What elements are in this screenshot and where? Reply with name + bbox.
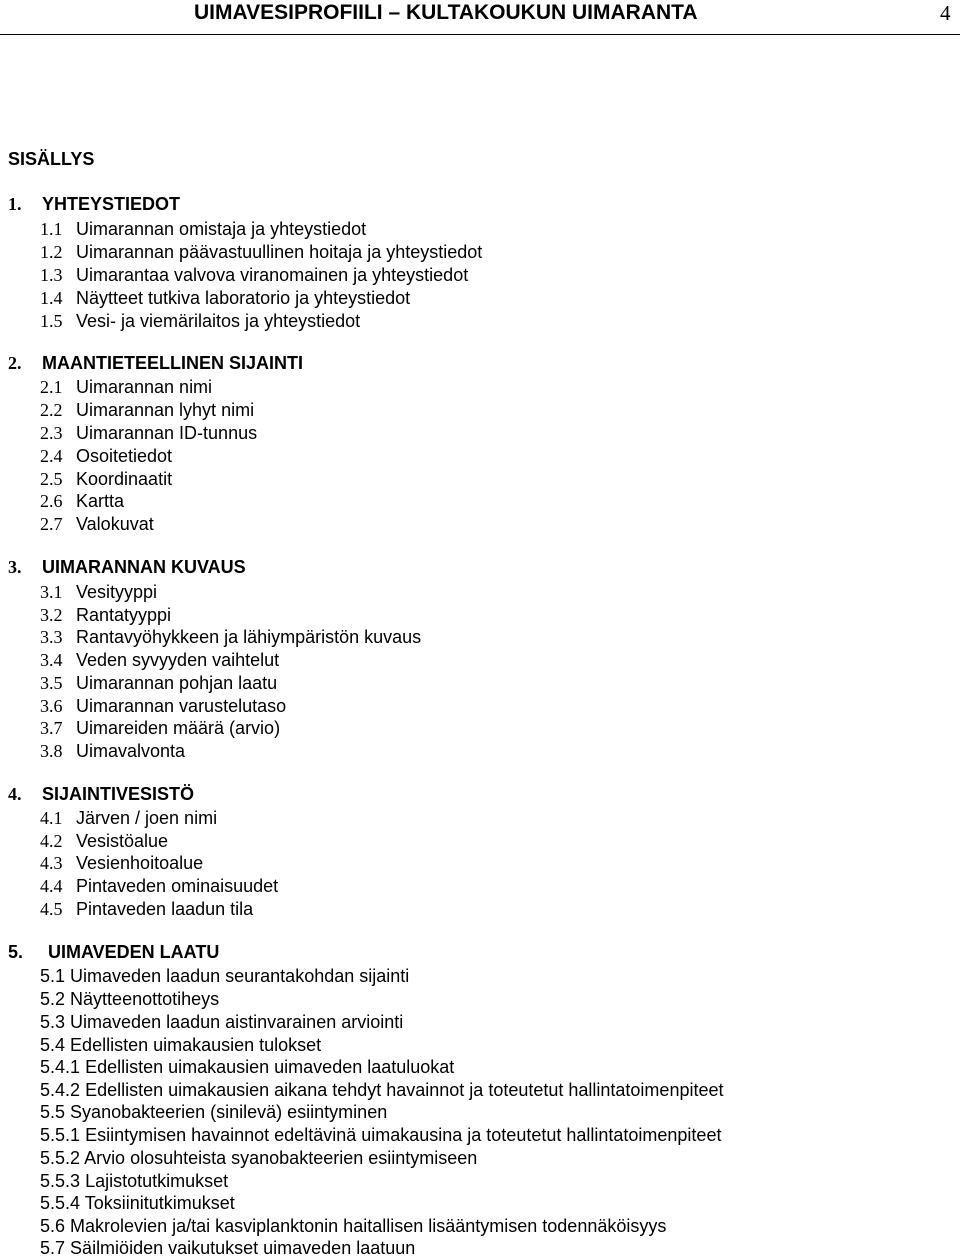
entry-number: 3.4 (40, 650, 63, 670)
entry-text: Uimarannan ID-tunnus (76, 423, 258, 443)
entry-number: 3.7 (40, 718, 63, 738)
entry-text: Uimareiden määrä (arvio) (76, 718, 281, 738)
entry-number: 3.5 (40, 673, 63, 693)
entry-number: 5.3 (40, 1012, 66, 1032)
toc-entry[interactable] (40, 581, 157, 603)
section-title: UIMAVEDEN LAATU (48, 942, 220, 962)
entry-number: 3.3 (40, 627, 63, 647)
toc-entry[interactable] (40, 875, 278, 897)
entry-text: Rantavyöhykkeen ja lähiympäristön kuvaus (76, 627, 422, 647)
entry-text: Rantatyyppi (76, 605, 172, 625)
entry-text: Näytteenottotiheys (70, 989, 220, 1009)
toc-entry[interactable] (40, 740, 185, 762)
entry-number: 1.2 (40, 242, 63, 262)
entry-text: Edellisten uimakausien tulokset (70, 1035, 322, 1055)
entry-text: Koordinaatit (76, 469, 173, 489)
entry-number: 3.8 (40, 741, 63, 761)
entry-text: Veden syvyyden vaihtelut (76, 650, 280, 670)
entry-text: Uimarantaa valvova viranomainen ja yhteystiedot (76, 265, 469, 285)
entry-text: Edellisten uimakausien uimaveden laatuluokat (85, 1057, 455, 1077)
entry-text: Syanobakteerien (sinilevä) esiintyminen (70, 1102, 388, 1122)
entry-number: 4.3 (40, 853, 63, 873)
entry-text: Makrolevien ja/tai kasviplanktonin haitallisen lisääntymisen todennäköisyys (70, 1216, 667, 1236)
entry-text: Uimaveden laadun aistinvarainen arviointi (70, 1012, 404, 1032)
section-number: 2. (8, 353, 22, 373)
toc-entry[interactable] (40, 1147, 477, 1169)
toc-section-heading[interactable] (8, 556, 246, 578)
entry-number: 3.6 (40, 696, 63, 716)
entry-text: Vesi- ja viemärilaitos ja yhteystiedot (76, 311, 361, 331)
toc-heading: SISÄLLYS (8, 149, 95, 169)
section-title: YHTEYSTIEDOT (42, 194, 181, 214)
toc-entry[interactable] (40, 1170, 228, 1192)
header-divider (0, 34, 960, 35)
toc-entry[interactable] (40, 1124, 721, 1146)
entry-number: 2.6 (40, 491, 63, 511)
toc-entry[interactable] (40, 399, 254, 421)
entry-text: Pintaveden ominaisuudet (76, 876, 279, 896)
toc-entry[interactable] (40, 310, 360, 332)
toc-entry[interactable] (40, 1079, 723, 1101)
entry-text: Vesienhoitoalue (76, 853, 204, 873)
entry-text: Uimarannan pohjan laatu (76, 673, 278, 693)
entry-number: 5.4.2 (40, 1080, 81, 1100)
entry-number: 5.5.1 (40, 1125, 81, 1145)
toc-entry[interactable] (40, 376, 212, 398)
toc-section-heading[interactable] (8, 352, 303, 374)
toc-entry[interactable] (40, 1101, 387, 1123)
section-number: 4. (8, 784, 22, 804)
toc-entry[interactable] (40, 672, 277, 694)
page-header (0, 0, 960, 36)
entry-number: 1.5 (40, 311, 63, 331)
toc-entry[interactable] (40, 1034, 321, 1056)
entry-text: Vesityyppi (76, 582, 158, 602)
toc-entry[interactable] (40, 695, 286, 717)
entry-number: 1.3 (40, 265, 63, 285)
entry-number: 4.2 (40, 831, 63, 851)
entry-text: Vesistöalue (76, 831, 169, 851)
toc-entry[interactable] (40, 287, 410, 309)
toc-entry[interactable] (40, 649, 279, 671)
toc-entry[interactable] (40, 988, 219, 1010)
toc-section-heading[interactable] (8, 193, 180, 215)
entry-text: Uimarannan päävastuullinen hoitaja ja yhteystiedot (76, 242, 483, 262)
toc-entry[interactable] (40, 513, 154, 535)
entry-number: 2.5 (40, 469, 63, 489)
toc-entry[interactable] (40, 264, 468, 286)
document-title: UIMAVESIPROFIILI – KULTAKOUKUN UIMARANTA (194, 1, 698, 24)
section-title: MAANTIETEELLINEN SIJAINTI (42, 353, 304, 373)
section-number: 1. (8, 194, 22, 214)
toc-entry[interactable] (40, 717, 280, 739)
entry-number: 5.5.2 (40, 1148, 81, 1168)
entry-number: 5.5.4 (40, 1193, 81, 1213)
toc-entry[interactable] (40, 604, 171, 626)
entry-text: Uimarannan nimi (76, 377, 213, 397)
section-title: UIMARANNAN KUVAUS (42, 557, 246, 577)
entry-number: 2.1 (40, 377, 63, 397)
section-title: SIJAINTIVESISTÖ (42, 784, 195, 804)
toc-entry[interactable] (40, 1056, 454, 1078)
entry-number: 5.6 (40, 1216, 66, 1236)
toc-entry[interactable] (40, 1011, 403, 1033)
entry-text: Uimarannan varustelutaso (76, 696, 287, 716)
entry-number: 2.4 (40, 446, 63, 466)
entry-text: Kartta (76, 491, 125, 511)
entry-number: 1.1 (40, 219, 63, 239)
entry-number: 3.1 (40, 582, 63, 602)
entry-number: 2.2 (40, 400, 63, 420)
toc-entry[interactable] (40, 852, 203, 874)
entry-number: 5.5 (40, 1102, 66, 1122)
entry-text: Edellisten uimakausien aikana tehdyt havainnot ja toteutetut hallintatoimenpiteet (85, 1080, 724, 1100)
toc-section-heading[interactable] (8, 783, 194, 805)
entry-number: 4.5 (40, 899, 63, 919)
entry-text: Uimarannan omistaja ja yhteystiedot (76, 219, 367, 239)
toc-entry[interactable] (40, 626, 421, 648)
entry-text: Esiintymisen havainnot edeltävinä uimakausina ja toteutetut hallintatoimenpiteet (85, 1125, 722, 1145)
entry-text: Pintaveden laadun tila (76, 899, 254, 919)
toc-entry[interactable] (40, 468, 172, 490)
toc-entry[interactable] (40, 218, 366, 240)
entry-number: 5.5.3 (40, 1171, 81, 1191)
entry-text: Uimaveden laadun seurantakohdan sijainti (70, 966, 410, 986)
toc-entry[interactable] (40, 1237, 415, 1259)
entry-number: 1.4 (40, 288, 63, 308)
toc-entry[interactable] (40, 1215, 666, 1237)
toc-entry[interactable] (40, 1192, 235, 1214)
toc-entry[interactable] (40, 965, 409, 987)
entry-text: Toksiinitutkimukset (84, 1193, 235, 1213)
entry-text: Uimavalvonta (76, 741, 186, 761)
entry-text: Arvio olosuhteista syanobakteerien esiintymiseen (84, 1148, 478, 1168)
toc-section-heading[interactable] (8, 941, 219, 963)
entry-text: Lajistotutkimukset (85, 1171, 229, 1191)
entry-number: 5.1 (40, 966, 66, 986)
entry-text: Valokuvat (76, 514, 154, 534)
entry-number: 5.7 (40, 1238, 66, 1258)
entry-number: 2.3 (40, 423, 63, 443)
section-number: 3. (8, 557, 22, 577)
entry-text: Osoitetiedot (76, 446, 173, 466)
toc-entry[interactable] (40, 445, 172, 467)
entry-number: 5.4 (40, 1035, 66, 1055)
entry-number: 4.4 (40, 876, 63, 896)
entry-number: 5.2 (40, 989, 66, 1009)
entry-number: 4.1 (40, 808, 63, 828)
entry-number: 2.7 (40, 514, 63, 534)
toc-entry[interactable] (40, 490, 124, 512)
toc-entry[interactable] (40, 807, 217, 829)
toc-entry[interactable] (40, 830, 168, 852)
entry-text: Järven / joen nimi (76, 808, 218, 828)
entry-text: Uimarannan lyhyt nimi (76, 400, 255, 420)
toc-entry[interactable] (40, 422, 257, 444)
entry-text: Säilmiöiden vaikutukset uimaveden laatuun (70, 1238, 416, 1258)
toc-entry[interactable] (40, 898, 253, 920)
toc-entry[interactable] (40, 241, 482, 263)
entry-text: Näytteet tutkiva laboratorio ja yhteystiedot (76, 288, 411, 308)
section-number: 5. (8, 942, 24, 962)
page-number: 4 (940, 1, 951, 25)
entry-number: 5.4.1 (40, 1057, 81, 1077)
entry-number: 3.2 (40, 605, 63, 625)
